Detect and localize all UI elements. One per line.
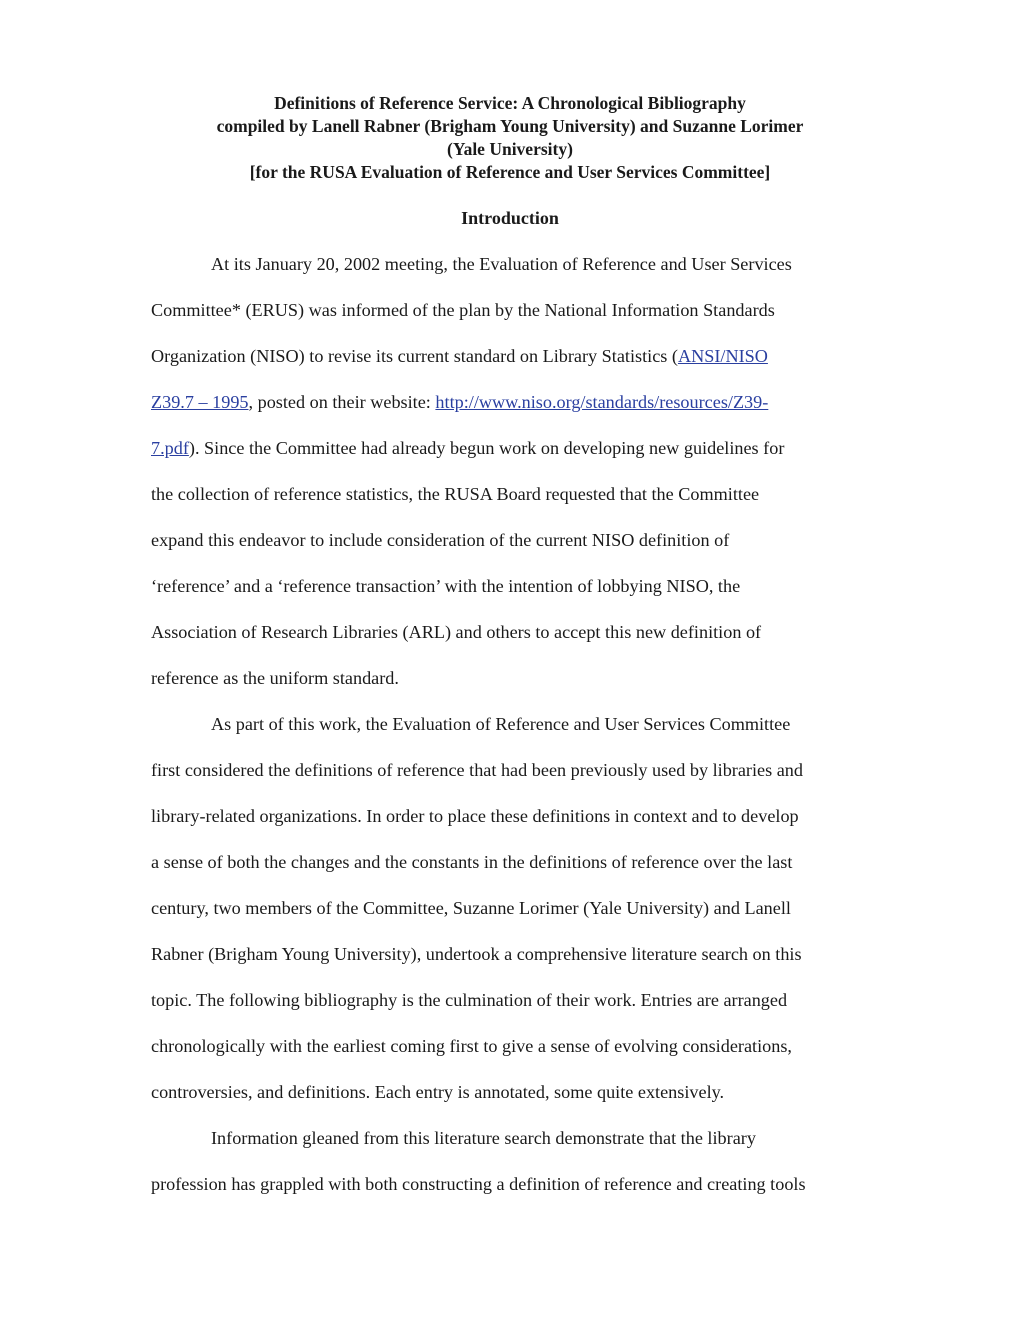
paragraph-2-line: As part of this work, the Evaluation of Reference and User Services Committee [211, 714, 791, 734]
title-line-3: (Yale University) [447, 139, 573, 159]
paragraph-2-line: library-related organizations. In order to place these definitions in context and to develop [151, 806, 799, 826]
paragraph-1-line: reference as the uniform standard. [151, 668, 399, 688]
paragraph-1-line: the collection of reference statistics, the RUSA Board requested that the Committee [151, 484, 760, 504]
section-heading-introduction: Introduction [461, 208, 559, 228]
paragraph-1-line: ‘reference’ and a ‘reference transaction’ with the intention of lobbying NISO, the [151, 576, 741, 596]
ansi-niso-link-continued[interactable]: Z39.7 – 1995 [151, 392, 249, 412]
paragraph-2-line: chronologically with the earliest coming first to give a sense of evolving considerations, [151, 1036, 792, 1056]
title-line-1: Definitions of Reference Service: A Chronological Bibliography [274, 93, 746, 113]
niso-url-link[interactable]: http://www.niso.org/standards/resources/Z39- [435, 392, 769, 412]
title-line-2: compiled by Lanell Rabner (Brigham Young University) and Suzanne Lorimer [216, 116, 804, 136]
niso-url-link-continued[interactable]: 7.pdf [151, 438, 189, 458]
paragraph-2-line: Rabner (Brigham Young University), undertook a comprehensive literature search on this [151, 944, 802, 964]
paragraph-1-line: Association of Research Libraries (ARL) and others to accept this new definition of [151, 622, 762, 642]
paragraph-2-line: a sense of both the changes and the constants in the definitions of reference over the last [151, 852, 793, 872]
paragraph-1-line: Committee* (ERUS) was informed of the plan by the National Information Standards [151, 300, 775, 320]
ansi-niso-link[interactable]: ANSI/NISO [677, 346, 768, 366]
paragraph-3-line: Information gleaned from this literature search demonstrate that the library [211, 1128, 756, 1148]
paragraph-1-line [151, 344, 768, 368]
paragraph-3-line: profession has grappled with both constructing a definition of reference and creating tools [151, 1174, 806, 1194]
paragraph-1-line [151, 390, 768, 414]
paragraph-1-line: At its January 20, 2002 meeting, the Evaluation of Reference and User Services [211, 254, 792, 274]
paragraph-1-line [151, 436, 784, 460]
paragraph-2-line: controversies, and definitions. Each entry is annotated, some quite extensively. [151, 1082, 725, 1102]
paragraph-2-line: first considered the definitions of reference that had been previously used by libraries and [151, 760, 803, 780]
paragraph-2-line: century, two members of the Committee, Suzanne Lorimer (Yale University) and Lanell [151, 898, 791, 918]
title-line-4: [for the RUSA Evaluation of Reference and User Services Committee] [249, 162, 771, 182]
paragraph-1-line: expand this endeavor to include consideration of the current NISO definition of [151, 530, 730, 550]
paragraph-1-text: Organization (NISO) to revise its current standard on Library Statistics ( [151, 346, 678, 366]
document-title [150, 92, 870, 184]
paragraph-1-text: , posted on their website: [248, 392, 436, 412]
paragraph-1-text: ). Since the Committee had already begun work on developing new guidelines for [188, 438, 785, 458]
paragraph-2-line: topic. The following bibliography is the culmination of their work. Entries are arranged [151, 990, 788, 1010]
